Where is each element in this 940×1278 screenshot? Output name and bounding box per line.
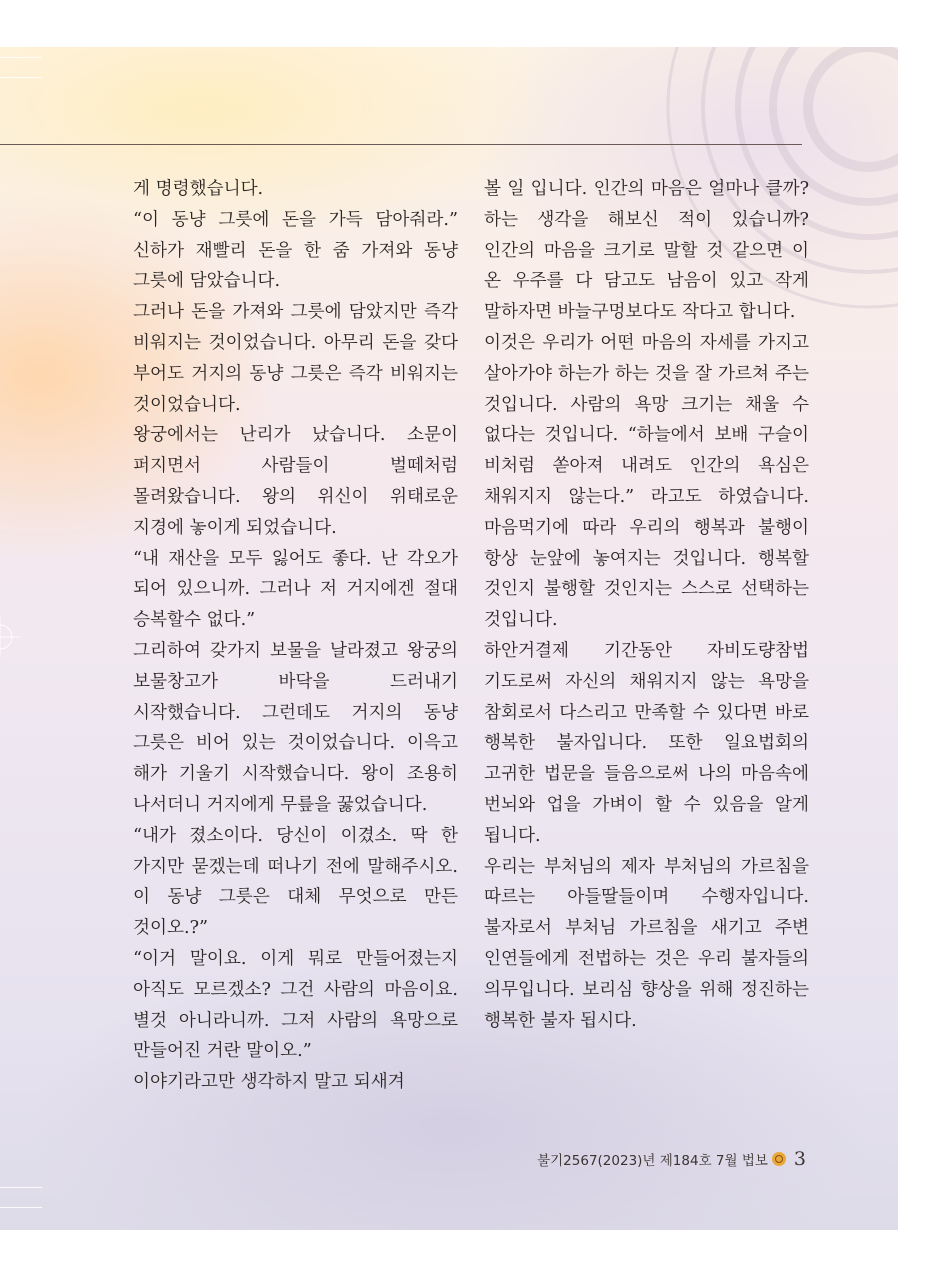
crop-mark bbox=[0, 1207, 42, 1208]
left-text-column bbox=[133, 174, 458, 1098]
crop-mark bbox=[0, 77, 42, 78]
paragraph: 하안거결제 기간동안 자비도량참법 기도로써 자신의 채워지지 않는 욕망을 참회로서 다스리고 만족할 수 있다면 바로 행복한 불자입니다. 또한 일요법회의 고귀한 법문을 들음으로써 나의 마음속에 번뇌와 업을 가벼이 할 수 있음을 알게 됩니다. bbox=[484, 640, 809, 846]
paragraph: 이야기라고만 생각하지 말고 되새겨 bbox=[133, 1072, 405, 1093]
paragraph: 그러나 돈을 가져와 그릇에 담았지만 즉각 비워지는 것이었습니다. 아무리 돈을 갖다 부어도 거지의 동냥 그릇은 즉각 비워지는 것이었습니다. bbox=[133, 302, 458, 415]
paragraph: “내 재산을 모두 잃어도 좋다. 난 각오가 되어 있으니까. 그러나 저 거지에겐 절대 승복할수 없다.” bbox=[133, 548, 458, 631]
paragraph: 우리는 부처님의 제자 부처님의 가르침을 따르는 아들딸들이며 수행자입니다. 불자로서 부처님 가르침을 새기고 주변 인연들에게 전법하는 것은 우리 불자들의 의무입니다. 보리심 향상을 위해 정진하는 행복한 불자 됩시다. bbox=[484, 856, 809, 1031]
header-rule bbox=[0, 144, 802, 145]
page-footer bbox=[537, 1148, 806, 1170]
crop-mark bbox=[0, 1187, 42, 1188]
page-number: 3 bbox=[793, 1148, 806, 1170]
paragraph: 이것은 우리가 어떤 마음의 자세를 가지고 살아가야 하는가 하는 것을 잘 가르쳐 주는 것입니다. 사람의 욕망 크기는 채울 수 없다는 것입니다. “하늘에서 보배 구슬이 비처럼 쏟아져 내려도 인간의 욕심은 채워지지 않는다.” 라고도 하였습니다. 마음먹기에 따라 우리의 행복과 불행이 항상 눈앞에 놓여지는 것입니다. 행복할 것인지 불행할 것인지는 스스로 선택하는 것입니다. bbox=[484, 332, 809, 631]
magazine-page bbox=[0, 47, 898, 1230]
paragraph: 그리하여 갖가지 보물을 날라졌고 왕궁의 보물창고가 바닥을 드러내기 시작했습니다. 그런데도 거지의 동냥 그릇은 비어 있는 것이었습니다. 이윽고 해가 기울기 시작했습니다. 왕이 조용히 나서더니 거지에게 무릎을 꿇었습니다. bbox=[133, 640, 458, 815]
registration-mark-icon bbox=[0, 617, 20, 657]
paragraph: 게 명령했습니다. bbox=[133, 179, 264, 199]
paragraph: 왕궁에서는 난리가 났습니다. 소문이 퍼지면서 사람들이 벌떼처럼 몰려왔습니다. 왕의 위신이 위태로운 지경에 놓이게 되었습니다. bbox=[133, 425, 458, 538]
dharma-wheel-icon bbox=[772, 1152, 786, 1166]
paragraph: “내가 졌소이다. 당신이 이겼소. 딱 한 가지만 묻겠는데 떠나기 전에 말해주시오. 이 동냥 그릇은 대체 무엇으로 만든 것이오.?” bbox=[133, 825, 458, 939]
paragraph: “이 동냥 그릇에 돈을 가득 담아줘라.” 신하가 재빨리 돈을 한 줌 가져와 동냥 그릇에 담았습니다. bbox=[133, 209, 458, 292]
paragraph: “이거 말이요. 이게 뭐로 만들어졌는지 아직도 모르겠소? 그건 사람의 마음이요. 별것 아니라니까. 그저 사람의 욕망으로 만들어진 거란 말이오.” bbox=[133, 948, 458, 1062]
right-text-column bbox=[484, 174, 809, 1036]
crop-mark bbox=[0, 57, 42, 58]
paragraph: 볼 일 입니다. 인간의 마음은 얼마나 클까? 하는 생각을 해보신 적이 있습니까? 인간의 마음을 크기로 말할 것 같으면 이 온 우주를 다 담고도 남음이 있고 작게 말하자면 바늘구멍보다도 작다고 합니다. bbox=[484, 179, 809, 323]
issue-label: 불기2567(2023)년 제184호 7월 법보 bbox=[537, 1153, 768, 1169]
